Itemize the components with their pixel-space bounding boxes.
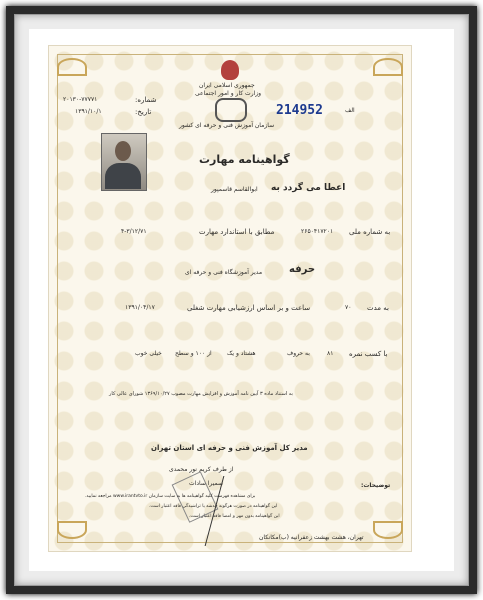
eval-date: ۱۳۹۱/۰۴/۱۷ xyxy=(125,304,155,311)
trade-value: مدیر آموزشگاه فنی و حرفه ای xyxy=(185,269,263,276)
signer: سمیرا سادات xyxy=(189,480,224,487)
photo-body xyxy=(105,163,141,189)
standard-code: ۴-۳/۱۲/۷۱ xyxy=(121,228,147,235)
duration-label: به مدت xyxy=(367,304,389,312)
hours-label: ساعت و بر اساس ارزشیابی مهارت شغلی xyxy=(187,304,311,312)
ornament-bottom-right xyxy=(373,521,403,539)
date-value: ۱۳۹۱/۱۰/۱ xyxy=(75,108,102,115)
date-label: تاریخ: xyxy=(135,108,152,116)
standard-label: مطابق با استاندارد مهارت xyxy=(199,228,275,236)
ornament-bottom-left xyxy=(57,521,87,539)
number-label: شماره: xyxy=(135,96,157,104)
score-label: با کسب نمره xyxy=(349,350,388,358)
note-2: این گواهینامه در صورت هرگونه خدشه یا تراشیدگی فاقد اعتبار است. xyxy=(149,504,278,509)
score-scale: از ۱۰۰ و سطح xyxy=(175,350,212,357)
note-3: این گواهینامه بدون مهر و امضا فاقد اعتبار است. xyxy=(189,514,280,519)
ornament-top-left xyxy=(57,58,87,76)
serial-number: 214952 xyxy=(276,103,323,118)
granted-to-label: اعطا می گردد به xyxy=(271,183,346,193)
level: خیلی خوب xyxy=(135,350,162,357)
org-name: سازمان آموزش فنی و حرفه ای کشور xyxy=(179,122,275,129)
gov-line-1: جمهوری اسلامی ایران xyxy=(199,82,255,89)
national-id-label: به شماره ملی xyxy=(349,228,391,236)
trade-label: حرفه xyxy=(289,264,316,275)
footer-address: تهران، هشت بهشت زعفرانیه (ب)مکانکان xyxy=(259,534,364,541)
serial-prefix: الف xyxy=(345,107,355,114)
number-value: ۲۰۱۳۰-۷۷۷۷۱ xyxy=(63,96,98,103)
score-words: هشتاد و یک xyxy=(227,350,256,357)
gov-line-2: وزارت کار و امور اجتماعی xyxy=(195,90,262,97)
photo-head xyxy=(115,141,131,161)
national-id: ۲۶۵۰۴۱۷۲۰۱ xyxy=(301,228,334,235)
notes-title: توضیحات: xyxy=(361,482,391,489)
score-words-label: به حروف xyxy=(287,350,310,357)
note-1: برای مشاهده فهرست کلیه گواهینامه ها به سایت سازمان www.irantvto.ir مراجعه نمایید. xyxy=(85,494,256,499)
duration-value: ۷۰ xyxy=(345,304,352,311)
holder-name: ابوالقاسم قاسمپور xyxy=(211,186,258,193)
iran-emblem-icon xyxy=(221,60,239,80)
tvto-logo-icon xyxy=(215,98,247,122)
score-value: ۸۱ xyxy=(327,350,334,357)
ornament-top-right xyxy=(373,58,403,76)
certificate xyxy=(48,45,412,552)
holder-photo xyxy=(101,133,147,191)
director-title: مدیر کل آموزش فنی و حرفه ای استان تهران xyxy=(151,444,308,452)
on-behalf: از طرف کریم نور محمدی xyxy=(169,466,234,473)
certificate-title: گواهینامه مهارت xyxy=(199,153,290,166)
legal-note: به استناد ماده ۳ آیین نامه آموزش و افزایش مهارت مصوب ۱۳۶۹/۱۰/۲۷ شورای عالی کار xyxy=(109,391,293,397)
